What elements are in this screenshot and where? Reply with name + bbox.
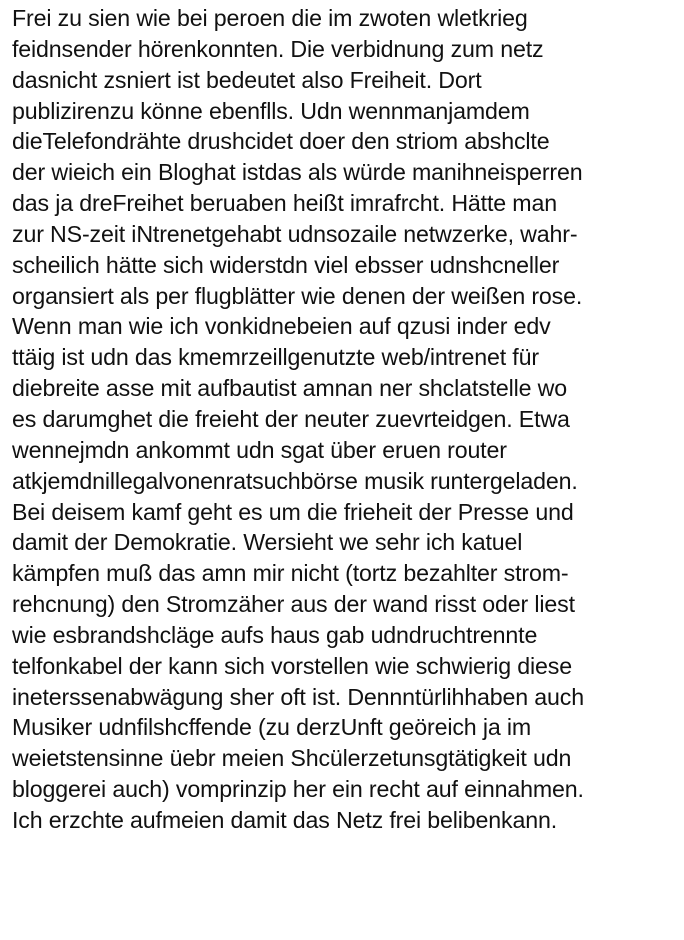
text-line: dasnicht zsniert ist bedeutet also Freiheit. Dort	[12, 66, 482, 93]
text-line: zur NS-zeit iNtrenetgehabt udnsozaile netwzerke, wahr-	[12, 220, 578, 247]
text-line: atkjemdnillegalvonenratsuchbörse musik runtergeladen.	[12, 467, 578, 494]
text-line: scheilich hätte sich widerstdn viel ebsser udnshcneller	[12, 251, 560, 278]
text-line: organsiert als per flugblätter wie denen der weißen rose.	[12, 282, 583, 309]
text-line: Wenn man wie ich vonkidnebeien auf qzusi inder edv	[12, 313, 551, 340]
text-line: der wieich ein Bloghat istdas als würde manihneisperren	[12, 159, 583, 186]
text-line: telfonkabel der kann sich vorstellen wie schwierig diese	[12, 652, 572, 679]
text-line: weietstensinne üebr meien Shcülerzetunsgtätigkeit udn	[12, 745, 572, 772]
text-line: das ja dreFreihet beruaben heißt imrafrcht. Hätte man	[12, 190, 557, 217]
text-line: Bei deisem kamf geht es um die frieheit der Presse und	[12, 498, 574, 525]
text-line: wennejmdn ankommt udn sgat über eruen router	[12, 436, 507, 463]
text-line: Ich erzchte aufmeien damit das Netz frei belibenkann.	[12, 806, 557, 833]
body-text	[12, 3, 680, 836]
text-line: es darumghet die freieht der neuter zuevrteidgen. Etwa	[12, 405, 570, 432]
text-line: bloggerei auch) vomprinzip her ein recht auf einnahmen.	[12, 776, 584, 803]
text-line: damit der Demokratie. Wersieht we sehr ich katuel	[12, 529, 523, 556]
text-line: ineterssenabwägung sher oft ist. Dennntürlihhaben auch	[12, 683, 584, 710]
text-line: dieTelefondrähte drushcidet doer den striom abshclte	[12, 128, 550, 155]
text-line: diebreite asse mit aufbautist amnan ner shclatstelle wo	[12, 375, 567, 402]
text-line: feidnsender hörenkonnten. Die verbidnung zum netz	[12, 35, 544, 62]
text-line: ttäig ist udn das kmemrzeillgenutzte web/intrenet für	[12, 344, 539, 371]
text-line: Frei zu sien wie bei peroen die im zwoten wletkrieg	[12, 5, 528, 31]
text-line: publizirenzu könne ebenflls. Udn wennmanjamdem	[12, 97, 530, 124]
text-line: kämpfen muß das amn mir nicht (tortz bezahlter strom-	[12, 560, 569, 587]
text-line: rehcnung) den Stromzäher aus der wand risst oder liest	[12, 591, 575, 618]
text-line: Musiker udnfilshcffende (zu derzUnft geöreich ja im	[12, 714, 532, 741]
text-line: wie esbrandshcläge aufs haus gab udndruchtrennte	[12, 621, 538, 648]
